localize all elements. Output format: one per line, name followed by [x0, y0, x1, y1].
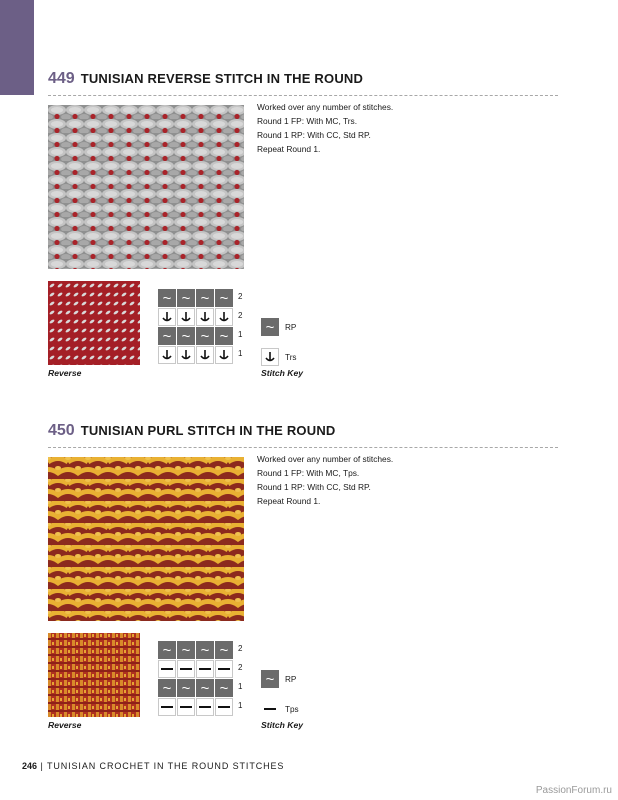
dash-icon — [261, 700, 279, 718]
anchor-stitch-icon — [215, 346, 233, 364]
stitch-number: 450 — [48, 422, 75, 439]
swatch-reverse-image — [48, 281, 140, 365]
key-row — [261, 668, 299, 690]
key-row — [261, 698, 299, 720]
tilde-icon: ~ — [177, 289, 195, 307]
instruction-line: Repeat Round 1. — [257, 144, 321, 154]
row-number: 1 — [238, 682, 243, 691]
tilde-icon: ~ — [177, 327, 195, 345]
key-row — [261, 316, 297, 338]
instruction-line: Round 1 FP: With MC, Trs. — [257, 116, 358, 126]
chart-row — [158, 641, 243, 660]
anchor-stitch-icon — [215, 308, 233, 326]
anchor-stitch-icon — [196, 308, 214, 326]
photo-caption: Reverse — [48, 720, 82, 730]
stitch-title: TUNISIAN REVERSE STITCH IN THE ROUND — [80, 71, 364, 86]
key-caption: Stitch Key — [261, 720, 304, 730]
swatch-photo-front — [48, 457, 244, 621]
swatch-front-image — [48, 457, 244, 621]
key-caption: Stitch Key — [261, 368, 304, 378]
photo-caption: Reverse — [48, 368, 82, 378]
stitch-chart — [158, 641, 243, 717]
anchor-stitch-icon — [261, 348, 279, 366]
anchor-stitch-icon — [177, 346, 195, 364]
chart-row — [158, 698, 243, 717]
chapter-tab — [0, 0, 34, 95]
tilde-icon: ~ — [177, 641, 195, 659]
stitch-title: TUNISIAN PURL STITCH IN THE ROUND — [80, 423, 336, 438]
chart-row — [158, 308, 243, 327]
page-number: 246 — [22, 761, 38, 771]
key-label: RP — [285, 674, 297, 684]
instruction-line: Worked over any number of stitches. — [257, 454, 394, 464]
chart-row — [158, 660, 243, 679]
chart-row — [158, 289, 243, 308]
footer-separator: | — [40, 761, 44, 771]
row-number: 1 — [238, 349, 243, 358]
anchor-stitch-icon — [158, 308, 176, 326]
dash-icon — [196, 660, 214, 678]
anchor-stitch-icon — [196, 346, 214, 364]
key-label: Tps — [285, 704, 299, 714]
dash-icon — [177, 660, 195, 678]
dash-icon — [215, 660, 233, 678]
dash-icon — [158, 660, 176, 678]
stitch-section-449 — [48, 70, 558, 378]
tilde-icon: ~ — [158, 641, 176, 659]
dash-icon — [177, 698, 195, 716]
tilde-icon: ~ — [158, 289, 176, 307]
instructions — [257, 452, 393, 508]
tilde-icon: ~ — [196, 289, 214, 307]
tilde-icon: ~ — [196, 327, 214, 345]
tilde-icon: ~ — [196, 679, 214, 697]
anchor-stitch-icon — [177, 308, 195, 326]
instruction-line: Repeat Round 1. — [257, 496, 321, 506]
row-number: 2 — [238, 311, 243, 320]
instructions — [257, 100, 393, 156]
row-number: 1 — [238, 330, 243, 339]
swatch-reverse-image — [48, 633, 140, 717]
tilde-icon: ~ — [215, 327, 233, 345]
instruction-line: Worked over any number of stitches. — [257, 102, 394, 112]
tilde-icon: ~ — [261, 670, 279, 688]
instruction-line: Round 1 RP: With CC, Std RP. — [257, 130, 371, 140]
section-heading — [48, 70, 558, 96]
swatch-photo-front — [48, 105, 244, 269]
key-label: RP — [285, 322, 297, 332]
swatch-front-image — [48, 105, 244, 269]
tilde-icon: ~ — [177, 679, 195, 697]
key-label: Trs — [285, 352, 297, 362]
tilde-icon: ~ — [261, 318, 279, 336]
row-number: 2 — [238, 292, 243, 301]
tilde-icon: ~ — [158, 679, 176, 697]
stitch-chart — [158, 289, 243, 365]
anchor-stitch-icon — [158, 346, 176, 364]
chart-row — [158, 327, 243, 346]
tilde-icon: ~ — [215, 679, 233, 697]
swatch-photo-reverse — [48, 281, 140, 365]
row-number: 2 — [238, 663, 243, 672]
tilde-icon: ~ — [158, 327, 176, 345]
running-title: TUNISIAN CROCHET IN THE ROUND STITCHES — [46, 761, 285, 771]
tilde-icon: ~ — [215, 641, 233, 659]
dash-icon — [215, 698, 233, 716]
stitch-number: 449 — [48, 70, 75, 87]
page-footer — [22, 761, 284, 771]
instruction-line: Round 1 RP: With CC, Std RP. — [257, 482, 371, 492]
stitch-key — [261, 668, 299, 728]
stitch-key — [261, 316, 297, 376]
watermark: PassionForum.ru — [535, 785, 612, 796]
instruction-line: Round 1 FP: With MC, Tps. — [257, 468, 360, 478]
dash-icon — [158, 698, 176, 716]
tilde-icon: ~ — [215, 289, 233, 307]
chart-row — [158, 679, 243, 698]
section-heading — [48, 422, 558, 448]
swatch-photo-reverse — [48, 633, 140, 717]
stitch-section-450 — [48, 422, 558, 730]
tilde-icon: ~ — [196, 641, 214, 659]
chart-row — [158, 346, 243, 365]
row-number: 2 — [238, 644, 243, 653]
key-row — [261, 346, 297, 368]
row-number: 1 — [238, 701, 243, 710]
dash-icon — [196, 698, 214, 716]
